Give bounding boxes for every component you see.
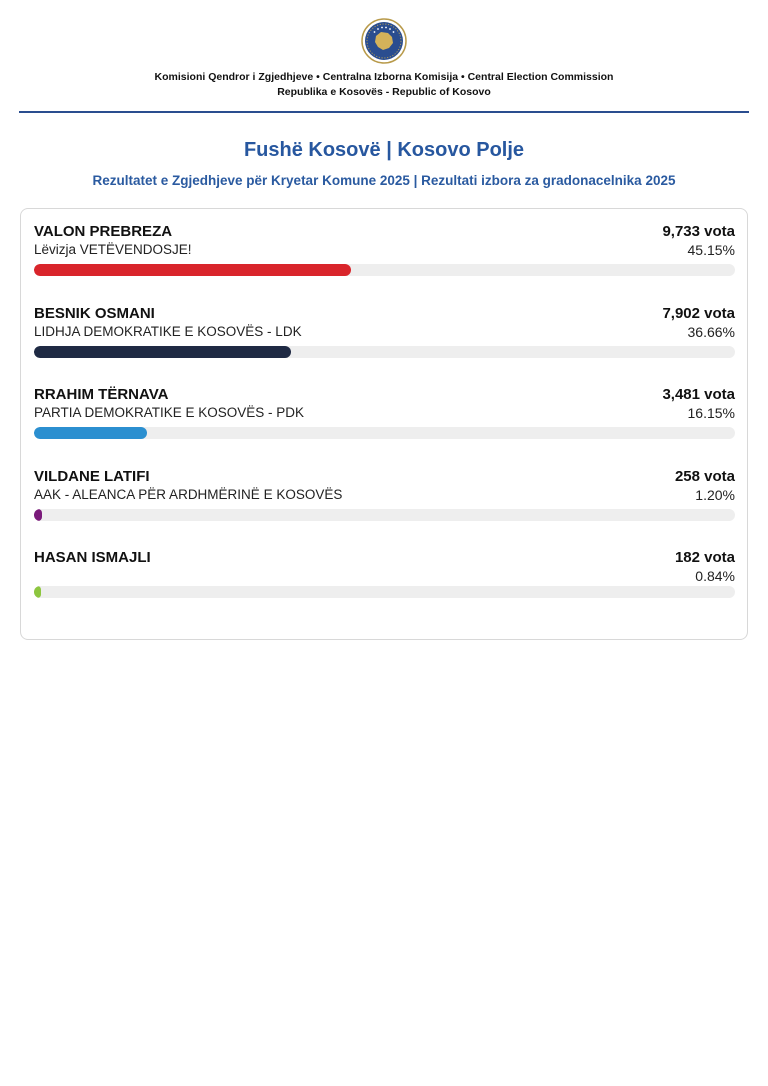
progress-fill (34, 509, 42, 521)
progress-track (34, 264, 735, 276)
progress-track (34, 427, 735, 439)
kqz-seal-icon (361, 18, 407, 64)
candidate-name: VALON PREBREZA (34, 223, 173, 240)
candidate-party: AAK - ALEANCA PËR ARDHMËRINË E KOSOVËS (34, 487, 343, 502)
candidate-name: BESNIK OSMANI (34, 305, 155, 322)
candidate-votes: 182 vota (674, 549, 735, 566)
progress-track (34, 509, 735, 521)
organization-name: Komisioni Qendror i Zgjedhjeve • Centralna Izborna Komisija • Central Election Commission (154, 71, 614, 83)
progress-fill (34, 346, 291, 358)
progress-track (34, 346, 735, 358)
progress-fill (34, 264, 351, 276)
candidate-name: RRAHIM TËRNAVA (34, 386, 169, 403)
candidate-votes: 258 vota (674, 468, 735, 485)
candidate-percent: 36.66% (687, 324, 735, 340)
candidate-party: Lëvizja VETËVENDOSJE! (34, 242, 192, 257)
page-subtitle: Rezultatet e Zgjedhjeve për Kryetar Komune 2025 | Rezultati izbora za gradonacelnika 2025 (92, 173, 676, 188)
candidate-votes: 7,902 vota (662, 305, 735, 322)
candidate-votes: 9,733 vota (662, 223, 735, 240)
candidate-percent: 0.84% (695, 568, 735, 584)
candidate-party: PARTIA DEMOKRATIKE E KOSOVËS - PDK (34, 405, 305, 420)
logo-container (0, 18, 768, 64)
republic-name: Republika e Kosovës - Republic of Kosovo (277, 86, 491, 98)
organization-header (0, 70, 768, 100)
candidate-percent: 1.20% (695, 487, 735, 503)
candidate-percent: 16.15% (687, 405, 735, 421)
progress-fill (34, 427, 147, 439)
candidate-name: HASAN ISMAJLI (34, 549, 151, 566)
candidate-percent: 45.15% (687, 242, 735, 258)
candidate-party: LIDHJA DEMOKRATIKE E KOSOVËS - LDK (34, 324, 302, 339)
header-divider (19, 111, 749, 113)
page-title: Fushë Kosovë | Kosovo Polje (243, 139, 525, 161)
results-card (20, 208, 748, 640)
candidate-name: VILDANE LATIFI (34, 468, 150, 485)
progress-fill (34, 586, 41, 598)
progress-track (34, 586, 735, 598)
candidate-votes: 3,481 vota (662, 386, 735, 403)
